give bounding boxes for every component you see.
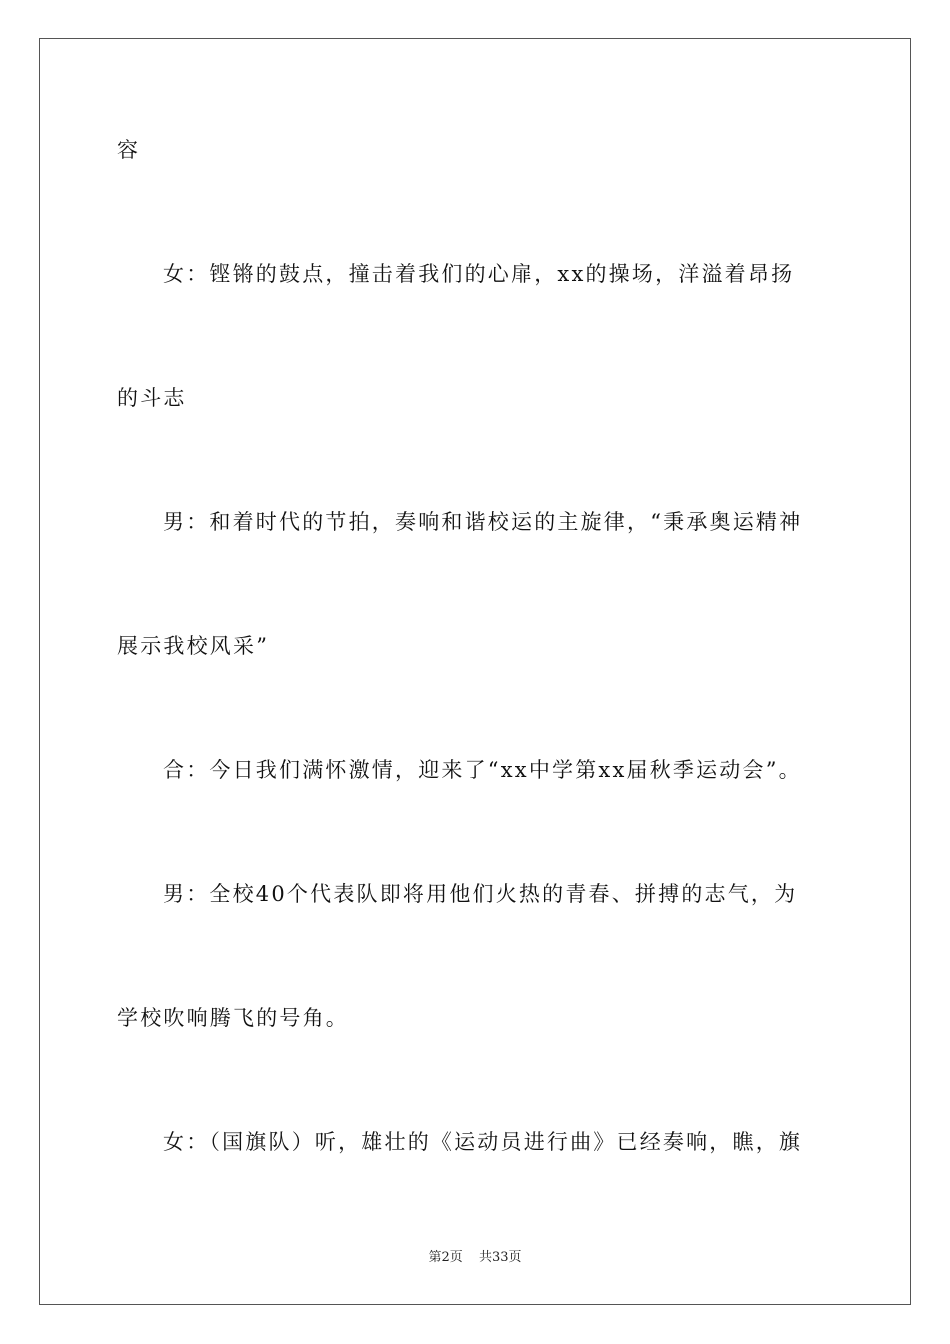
- text-line: 学校吹响腾飞的号角。: [117, 1006, 349, 1030]
- text-line: 男：全校40个代表队即将用他们火热的青春、拼搏的志气，为: [163, 882, 798, 906]
- page-footer: [0, 1246, 950, 1265]
- text-line: 容: [117, 138, 141, 162]
- text-line: 合：今日我们满怀激情，迎来了“xx中学第xx届秋季运动会”。: [163, 758, 802, 782]
- text-line: 展示我校风采”: [117, 634, 270, 658]
- text-line: 女：（国旗队）听，雄壮的《运动员进行曲》已经奏响，瞧，旗: [163, 1130, 803, 1154]
- text-line: 的斗志: [117, 386, 187, 410]
- text-line: 男：和着时代的节拍，奏响和谐校运的主旋律，“秉承奥运精神: [163, 510, 803, 534]
- page-border: [39, 38, 911, 1305]
- page-total: 共33页: [478, 1250, 522, 1265]
- page-number: 第2页: [428, 1250, 463, 1265]
- text-line: 女：铿锵的鼓点，撞击着我们的心扉，xx的操场，洋溢着昂扬: [163, 262, 795, 286]
